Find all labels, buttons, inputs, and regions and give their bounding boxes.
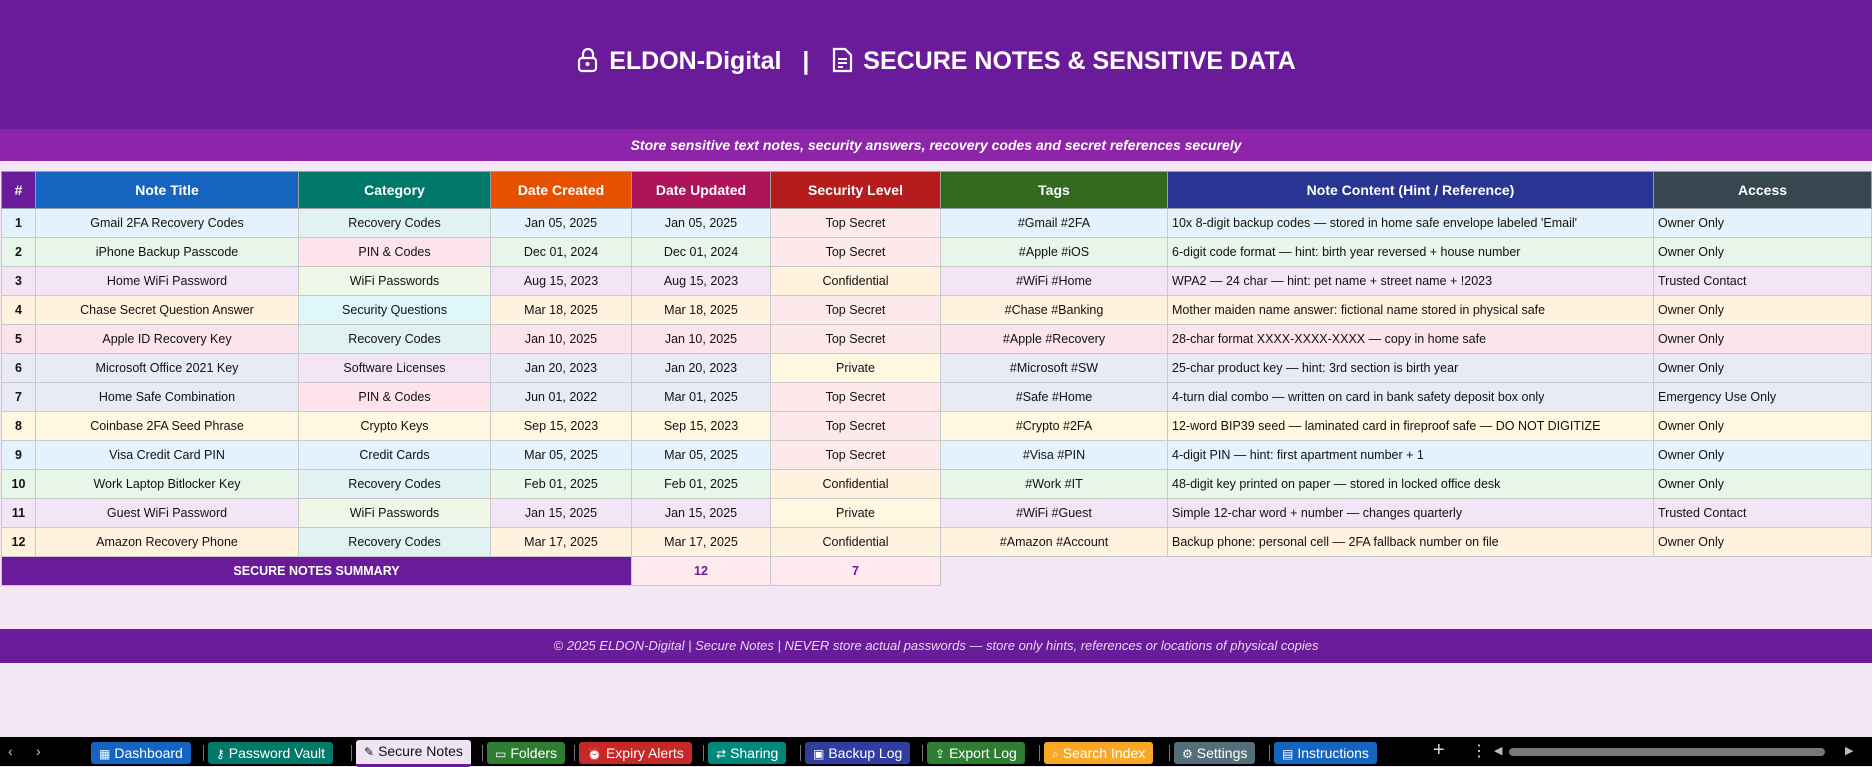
row-number[interactable]: 10 [2,470,36,499]
add-sheet-button[interactable]: + [1433,739,1445,761]
sheet-tab-label: Sharing [730,745,779,761]
tags-cell[interactable]: #Apple #iOS [941,238,1168,267]
sheet-tab-backup-log[interactable] [805,742,910,764]
tags-cell[interactable]: #Visa #PIN [941,441,1168,470]
note-content-cell[interactable]: WPA2 — 24 char — hint: pet name + street name + !2023 [1168,267,1654,296]
column-header-category[interactable]: Category [299,172,491,209]
category-cell[interactable]: Crypto Keys [299,412,491,441]
note-title-cell[interactable]: Home Safe Combination [36,383,299,412]
table-row[interactable] [2,209,1872,238]
column-header-note-title[interactable]: Note Title [36,172,299,209]
sheet-tab-label: Instructions [1297,745,1369,761]
notes-icon [830,47,863,75]
tab-separator [574,745,575,761]
tags-cell[interactable]: #Work #IT [941,470,1168,499]
sheet-tab-label: Secure Notes [378,743,463,759]
tags-cell[interactable]: #Safe #Home [941,383,1168,412]
access-cell[interactable]: Owner Only [1654,470,1872,499]
sheet-options-icon[interactable]: ⋮ [1471,743,1487,760]
security-level-cell[interactable]: Top Secret [771,238,941,267]
table-row[interactable] [2,528,1872,557]
page-footer: © 2025 ELDON-Digital | Secure Notes | NEVER store actual passwords — store only hints, references or locations of physical copies [0,629,1872,663]
date-updated-cell[interactable]: Jan 10, 2025 [632,325,771,354]
access-cell[interactable]: Owner Only [1654,354,1872,383]
sheet-tab-password-vault[interactable] [208,742,333,764]
date-created-cell[interactable]: Sep 15, 2023 [491,412,632,441]
date-created-cell[interactable]: Jan 15, 2025 [491,499,632,528]
row-number[interactable]: 8 [2,412,36,441]
security-level-cell[interactable]: Top Secret [771,441,941,470]
hscroll-right-icon[interactable]: ▶ [1845,745,1854,757]
row-number[interactable]: 3 [2,267,36,296]
table-row[interactable] [2,470,1872,499]
tags-cell[interactable]: #Crypto #2FA [941,412,1168,441]
security-level-cell[interactable]: Top Secret [771,209,941,238]
table-row[interactable] [2,441,1872,470]
sheet-tab-label: Folders [510,745,558,761]
table-row[interactable] [2,383,1872,412]
tab-separator [203,745,204,761]
note-title-cell[interactable]: Work Laptop Bitlocker Key [36,470,299,499]
note-content-cell[interactable]: 12-word BIP39 seed — laminated card in fireproof safe — DO NOT DIGITIZE [1168,412,1654,441]
tags-cell[interactable]: #WiFi #Home [941,267,1168,296]
column-header-date-created[interactable]: Date Created [491,172,632,209]
page-heading: SECURE NOTES & SENSITIVE DATA [863,47,1296,75]
access-cell[interactable]: Owner Only [1654,296,1872,325]
security-level-cell[interactable]: Confidential [771,267,941,296]
date-updated-cell[interactable]: Mar 05, 2025 [632,441,771,470]
table-row[interactable] [2,412,1872,441]
access-cell[interactable]: Emergency Use Only [1654,383,1872,412]
date-created-cell[interactable]: Mar 05, 2025 [491,441,632,470]
tab-scroll-right-icon[interactable]: › [36,743,41,759]
page-title [0,46,1872,76]
date-updated-cell[interactable]: Dec 01, 2024 [632,238,771,267]
book-icon: ▤ [1282,747,1294,761]
note-content-cell[interactable]: Mother maiden name answer: fictional name stored in physical safe [1168,296,1654,325]
page-subtitle: Store sensitive text notes, security answers, recovery codes and secret references securely [0,129,1872,161]
tags-cell[interactable]: #Microsoft #SW [941,354,1168,383]
date-updated-cell[interactable]: Mar 17, 2025 [632,528,771,557]
date-created-cell[interactable]: Jan 05, 2025 [491,209,632,238]
table-row[interactable] [2,499,1872,528]
column-header-tags[interactable]: Tags [941,172,1168,209]
note-content-cell[interactable]: Simple 12-char word + number — changes quarterly [1168,499,1654,528]
date-updated-cell[interactable]: Aug 15, 2023 [632,267,771,296]
note-content-cell[interactable]: 6-digit code format — hint: birth year reversed + house number [1168,238,1654,267]
key-icon: ⚷ [216,747,225,761]
date-created-cell[interactable]: Jan 10, 2025 [491,325,632,354]
date-created-cell[interactable]: Feb 01, 2025 [491,470,632,499]
date-created-cell[interactable]: Jan 20, 2023 [491,354,632,383]
summary-row [2,557,1872,586]
category-cell[interactable]: Recovery Codes [299,528,491,557]
security-level-cell[interactable]: Confidential [771,528,941,557]
tab-separator [482,745,483,761]
tab-separator [800,745,801,761]
row-number[interactable]: 7 [2,383,36,412]
note-content-cell[interactable]: 28-char format XXXX-XXXX-XXXX — copy in home safe [1168,325,1654,354]
security-level-cell[interactable]: Top Secret [771,325,941,354]
note-content-cell[interactable]: 48-digit key printed on paper — stored in locked office desk [1168,470,1654,499]
tab-scroll-left-icon[interactable]: ‹ [8,743,13,759]
note-content-cell[interactable]: 4-turn dial combo — written on card in bank safety deposit box only [1168,383,1654,412]
access-cell[interactable]: Trusted Contact [1654,267,1872,296]
category-cell[interactable]: Software Licenses [299,354,491,383]
note-title-cell[interactable]: Coinbase 2FA Seed Phrase [36,412,299,441]
backup-icon: ▣ [813,747,825,761]
column-header-date-updated[interactable]: Date Updated [632,172,771,209]
category-cell[interactable]: WiFi Passwords [299,499,491,528]
note-title-cell[interactable]: Amazon Recovery Phone [36,528,299,557]
sheet-tab-dashboard[interactable] [91,742,191,764]
sheet-tab-label: Expiry Alerts [605,745,684,761]
note-title-cell[interactable]: Home WiFi Password [36,267,299,296]
gear-icon: ⚙ [1182,747,1193,761]
folder-icon: ▭ [495,747,507,761]
access-cell[interactable]: Owner Only [1654,441,1872,470]
sheet-tab-settings[interactable] [1174,742,1255,764]
row-number[interactable]: 6 [2,354,36,383]
date-created-cell[interactable]: Aug 15, 2023 [491,267,632,296]
sheet-tab-instructions[interactable] [1274,742,1377,764]
sheet-tab-folders[interactable] [487,742,565,764]
sheet-tab-export-log[interactable] [927,742,1025,764]
table-header-row [2,172,1872,209]
security-level-cell[interactable]: Private [771,354,941,383]
note-title-cell[interactable]: Gmail 2FA Recovery Codes [36,209,299,238]
tags-cell[interactable]: #Apple #Recovery [941,325,1168,354]
note-title-cell[interactable]: Guest WiFi Password [36,499,299,528]
security-level-cell[interactable]: Top Secret [771,412,941,441]
table-row[interactable] [2,238,1872,267]
date-created-cell[interactable]: Dec 01, 2024 [491,238,632,267]
sheet-tab-label: Export Log [949,745,1017,761]
sheet-tab-label: Backup Log [828,745,903,761]
date-updated-cell[interactable]: Jan 05, 2025 [632,209,771,238]
export-icon: ⇪ [935,747,946,761]
table-row[interactable] [2,267,1872,296]
summary-top-secret-count[interactable]: 7 [771,557,941,586]
sheet-tab-label: Password Vault [228,745,326,761]
sheet-tab-expiry-alerts[interactable] [579,742,692,764]
date-created-cell[interactable]: Jun 01, 2022 [491,383,632,412]
tab-separator [922,745,923,761]
note-content-cell[interactable]: 10x 8-digit backup codes — stored in home safe envelope labeled 'Email' [1168,209,1654,238]
table-row[interactable] [2,296,1872,325]
dashboard-icon: ▦ [99,747,111,761]
sheet-tab-label: Search Index [1062,745,1146,761]
category-cell[interactable]: Credit Cards [299,441,491,470]
date-updated-cell[interactable]: Jan 15, 2025 [632,499,771,528]
row-number[interactable]: 11 [2,499,36,528]
sheet-tab-secure-notes[interactable] [356,740,471,767]
summary-label: SECURE NOTES SUMMARY [2,557,632,586]
tab-separator [1269,745,1270,761]
column-header-security-level[interactable]: Security Level [771,172,941,209]
notes-table [1,171,1872,586]
sheet-tab-sharing[interactable] [708,742,786,764]
date-created-cell[interactable]: Mar 18, 2025 [491,296,632,325]
access-cell[interactable]: Owner Only [1654,209,1872,238]
horizontal-scrollbar[interactable] [1509,748,1825,756]
sheet-tab-bar [0,737,1872,766]
tab-separator [1039,745,1040,761]
security-level-cell[interactable]: Confidential [771,470,941,499]
column-header-access[interactable]: Access [1654,172,1872,209]
note-title-cell[interactable]: Chase Secret Question Answer [36,296,299,325]
tab-separator [703,745,704,761]
date-updated-cell[interactable]: Mar 18, 2025 [632,296,771,325]
row-number[interactable]: 2 [2,238,36,267]
table-row[interactable] [2,354,1872,383]
security-level-cell[interactable]: Top Secret [771,383,941,412]
tags-cell[interactable]: #Gmail #2FA [941,209,1168,238]
date-updated-cell[interactable]: Mar 01, 2025 [632,383,771,412]
date-updated-cell[interactable]: Sep 15, 2023 [632,412,771,441]
row-number[interactable]: 5 [2,325,36,354]
note-icon: ✎ [364,745,375,759]
date-updated-cell[interactable]: Feb 01, 2025 [632,470,771,499]
lock-icon [576,47,609,75]
date-created-cell[interactable]: Mar 17, 2025 [491,528,632,557]
security-level-cell[interactable]: Private [771,499,941,528]
summary-total-count[interactable]: 12 [632,557,771,586]
tab-separator [351,745,352,761]
alarm-icon: ⏰ [587,747,602,761]
share-icon: ⇄ [716,747,727,761]
access-cell[interactable]: Owner Only [1654,238,1872,267]
brand-name: ELDON-Digital [609,47,782,75]
category-cell[interactable]: PIN & Codes [299,383,491,412]
sheet-tab-label: Dashboard [114,745,183,761]
access-cell[interactable]: Owner Only [1654,325,1872,354]
row-number[interactable]: 12 [2,528,36,557]
table-row[interactable] [2,325,1872,354]
title-separator: | [802,47,810,75]
note-content-cell[interactable]: 4-digit PIN — hint: first apartment number + 1 [1168,441,1654,470]
note-title-cell[interactable]: Microsoft Office 2021 Key [36,354,299,383]
note-content-cell[interactable]: Backup phone: personal cell — 2FA fallback number on file [1168,528,1654,557]
tags-cell[interactable]: #Amazon #Account [941,528,1168,557]
hscroll-left-icon[interactable]: ◀ [1494,745,1503,757]
note-content-cell[interactable]: 25-char product key — hint: 3rd section is birth year [1168,354,1654,383]
tab-separator [1169,745,1170,761]
category-cell[interactable]: Security Questions [299,296,491,325]
column-header-number[interactable]: # [2,172,36,209]
sheet-tab-search-index[interactable] [1044,742,1153,764]
sheet-tab-label: Settings [1196,745,1248,761]
note-title-cell[interactable]: Apple ID Recovery Key [36,325,299,354]
row-number[interactable]: 4 [2,296,36,325]
tags-cell[interactable]: #WiFi #Guest [941,499,1168,528]
date-updated-cell[interactable]: Jan 20, 2023 [632,354,771,383]
access-cell[interactable]: Owner Only [1654,528,1872,557]
row-number[interactable]: 1 [2,209,36,238]
category-cell[interactable]: WiFi Passwords [299,267,491,296]
row-number[interactable]: 9 [2,441,36,470]
category-cell[interactable]: Recovery Codes [299,209,491,238]
column-header-note-content-hint-reference[interactable]: Note Content (Hint / Reference) [1168,172,1654,209]
tags-cell[interactable]: #Chase #Banking [941,296,1168,325]
note-title-cell[interactable]: iPhone Backup Passcode [36,238,299,267]
search-icon: ⌕ [1052,747,1059,761]
access-cell[interactable]: Owner Only [1654,412,1872,441]
category-cell[interactable]: PIN & Codes [299,238,491,267]
security-level-cell[interactable]: Top Secret [771,296,941,325]
access-cell[interactable]: Trusted Contact [1654,499,1872,528]
category-cell[interactable]: Recovery Codes [299,325,491,354]
note-title-cell[interactable]: Visa Credit Card PIN [36,441,299,470]
category-cell[interactable]: Recovery Codes [299,470,491,499]
